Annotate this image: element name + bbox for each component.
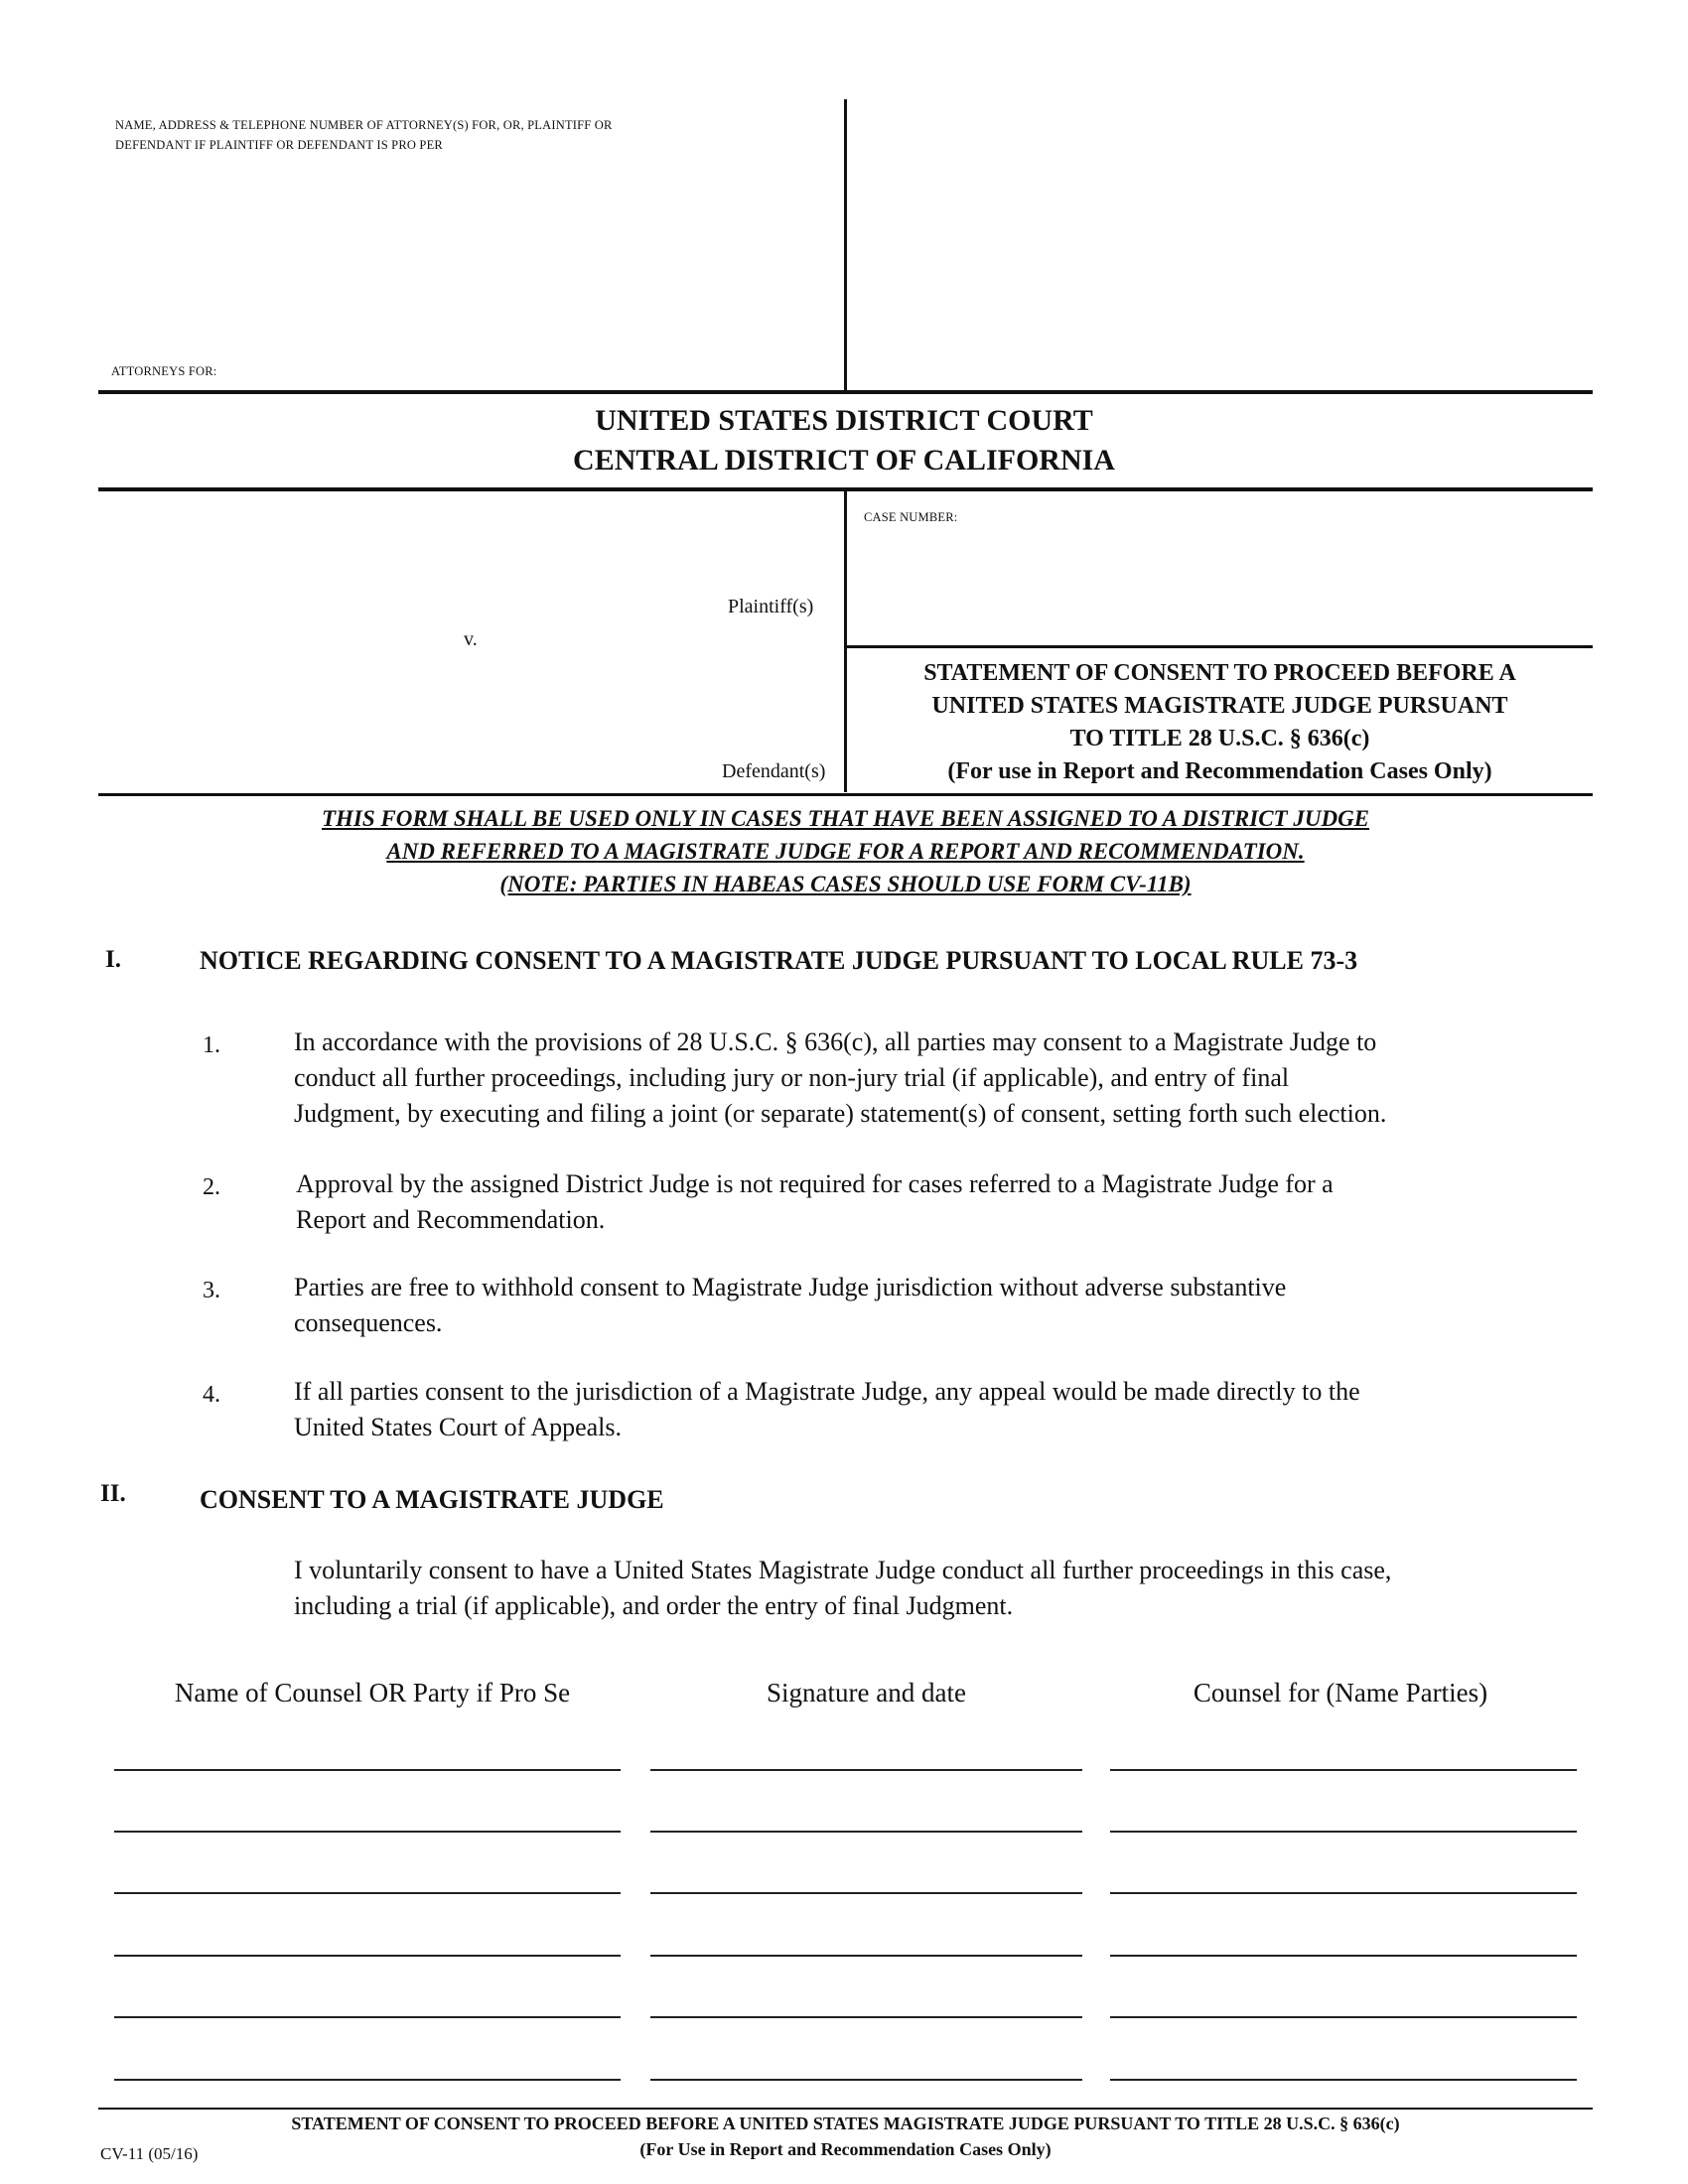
name-line[interactable] <box>114 2079 621 2081</box>
consent-statement: I voluntarily consent to have a United States Magistrate Judge conduct all further proceedings in this case, including a trial (if applicable), and order the entry of final Judgment. <box>294 1556 1392 1620</box>
item-2-number: 2. <box>203 1174 220 1200</box>
court-top-rule <box>98 390 1593 394</box>
section-1-title: NOTICE REGARDING CONSENT TO A MAGISTRATE JUDGE PURSUANT TO LOCAL RULE 73-3 <box>200 946 1358 975</box>
item-3-number: 3. <box>203 1278 220 1303</box>
signature-line[interactable] <box>650 1955 1082 1957</box>
counsel-for-line[interactable] <box>1110 1955 1577 1957</box>
plaintiff-label: Plaintiff(s) <box>728 596 814 617</box>
counsel-for-line[interactable] <box>1110 1831 1577 1833</box>
attorney-info-field[interactable] <box>115 149 830 357</box>
name-line[interactable] <box>114 2016 621 2018</box>
col-header-name: Name of Counsel OR Party if Pro Se <box>174 1678 571 1707</box>
footer-title: STATEMENT OF CONSENT TO PROCEED BEFORE A UNITED STATES MAGISTRATE JUDGE PURSUANT TO TITLE 28 U.S.C. § 636(c) (For Use in Report and Recommendation Cases Only) <box>291 2114 1400 2159</box>
counsel-for-line[interactable] <box>1110 2079 1577 2081</box>
form-code: CV-11 (05/16) <box>100 2144 199 2163</box>
case-number-field[interactable] <box>859 531 1584 640</box>
versus-label: v. <box>464 628 478 650</box>
signature-line[interactable] <box>650 1831 1082 1833</box>
item-4-text: If all parties consent to the jurisdiction of a Magistrate Judge, any appeal would be made directly to the United States Court of Appeals. <box>294 1377 1360 1441</box>
counsel-for-line[interactable] <box>1110 1892 1577 1894</box>
name-line[interactable] <box>114 1955 621 1957</box>
item-3-text: Parties are free to withhold consent to Magistrate Judge jurisdiction without adverse substantive consequences. <box>294 1273 1287 1337</box>
attorneys-for-label: ATTORNEYS FOR: <box>111 364 217 378</box>
col-header-counsel-for: Counsel for (Name Parties) <box>1193 1678 1488 1707</box>
name-line[interactable] <box>114 1769 621 1771</box>
signature-line[interactable] <box>650 2079 1082 2081</box>
section-1-number: I. <box>105 946 121 973</box>
item-2-text: Approval by the assigned District Judge is not required for cases referred to a Magistrate Judge for a Report and Recommendation. <box>296 1169 1334 1234</box>
counsel-for-line[interactable] <box>1110 1769 1577 1771</box>
item-4-number: 4. <box>203 1382 220 1408</box>
signature-line[interactable] <box>650 2016 1082 2018</box>
caption-bottom-rule <box>98 793 1593 796</box>
signature-line[interactable] <box>650 1769 1082 1771</box>
defendant-label: Defendant(s) <box>722 760 826 782</box>
attorney-info-label: NAME, ADDRESS & TELEPHONE NUMBER OF ATTORNEY(S) FOR, OR, PLAINTIFF OR DEFENDANT IF PLAINTIFF OR DEFENDANT IS PRO PER <box>115 118 613 152</box>
usage-notice: THIS FORM SHALL BE USED ONLY IN CASES THAT HAVE BEEN ASSIGNED TO A DISTRICT JUDGE AND REFERRED TO A MAGISTRATE JUDGE FOR A REPORT AND RECOMMENDATION. (NOTE: PARTIES IN HABEAS CASES SHOULD USE FORM CV-11B) <box>321 806 1370 896</box>
item-1-number: 1. <box>203 1032 220 1058</box>
item-1-text: In accordance with the provisions of 28 U.S.C. § 636(c), all parties may consent to a Magistrate Judge to conduct all further proceedings, including jury or non-jury trial (if applicable), and entry of final Judgment, by executing and filing a joint (or separate) statement(s) of consent, setting forth such election. <box>294 1027 1387 1128</box>
court-name: UNITED STATES DISTRICT COURT CENTRAL DISTRICT OF CALIFORNIA <box>573 404 1115 477</box>
name-line[interactable] <box>114 1892 621 1894</box>
case-number-label: CASE NUMBER: <box>864 510 958 524</box>
statement-title: STATEMENT OF CONSENT TO PROCEED BEFORE A UNITED STATES MAGISTRATE JUDGE PURSUANT TO TITLE 28 U.S.C. § 636(c) (For use in Report and Recommendation Cases Only) <box>923 660 1516 784</box>
footer-rule <box>98 2108 1593 2110</box>
col-header-signature: Signature and date <box>767 1678 966 1707</box>
case-number-rule <box>847 645 1593 648</box>
section-2-number: II. <box>100 1480 126 1507</box>
section-2-title: CONSENT TO A MAGISTRATE JUDGE <box>200 1485 664 1514</box>
name-line[interactable] <box>114 1831 621 1833</box>
counsel-for-line[interactable] <box>1110 2016 1577 2018</box>
signature-line[interactable] <box>650 1892 1082 1894</box>
header-divider <box>844 99 847 390</box>
